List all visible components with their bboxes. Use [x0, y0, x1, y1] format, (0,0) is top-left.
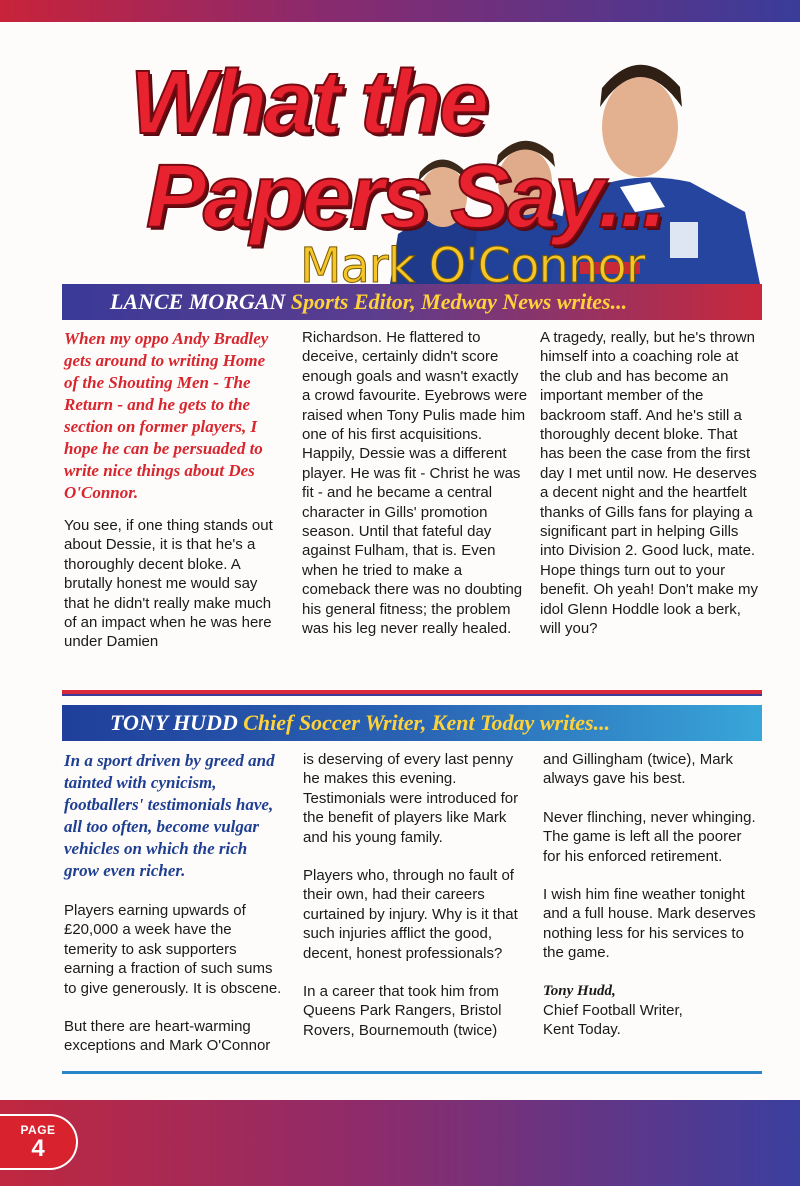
signature-title: Chief Football Writer,: [543, 1002, 683, 1020]
page-number-badge: [0, 1114, 78, 1170]
footer-divider: [62, 1071, 762, 1074]
headline-line-2: Papers Say...: [146, 147, 665, 247]
section2-column-3: [543, 750, 762, 1040]
player-name-subtitle: Mark O'Connor: [300, 238, 645, 284]
body-paragraph: A tragedy, really, but he's thrown himself into a coaching role at the club and has become an important member of the backroom staff. And he's still a thoroughly decent bloke. That has been the case from the first day I met until now. He deserves a decent night and the heartfelt thanks of Gills fans for playing a significant part in helping Gills into Division 2. Good luck, mate. Hope things turn out to your benefit. Oh yeah! Don't make my idol Glenn Hoddle look a berk, will you?: [540, 329, 758, 638]
body-paragraph: Players earning upwards of £20,000 a week have the temerity to ask supporters earning a fraction of such sums to give generously. It is obscene.: [64, 902, 282, 997]
section2-column-2: [303, 750, 525, 1040]
section2-column-1: [64, 750, 286, 1056]
page-label: PAGE: [20, 1123, 56, 1137]
section-header-lance-morgan: [62, 284, 762, 320]
signature-org: Kent Today.: [543, 1021, 621, 1039]
writer-name: TONY HUDD: [110, 710, 238, 735]
signature-name: Tony Hudd,: [543, 982, 616, 999]
writer-role: Chief Soccer Writer, Kent Today writes...: [243, 710, 611, 735]
page-number: 4: [31, 1135, 45, 1162]
writer-name: LANCE MORGAN: [110, 289, 286, 314]
body-paragraph: is deserving of every last penny he makes this evening. Testimonials were introduced for the benefit of players like Mark and his young family.: [303, 751, 519, 846]
writer-role: Sports Editor, Medway News writes...: [290, 289, 628, 314]
body-paragraph: Never flinching, never whinging. The game is left all the poorer for his enforced retirement.: [543, 808, 756, 865]
lead-paragraph: In a sport driven by greed and tainted with cynicism, footballers' testimonials have, all too often, become vulgar vehicles on which the rich grow even richer.: [64, 751, 275, 880]
section1-column-1: [64, 328, 278, 652]
body-paragraph: Players who, through no fault of their own, had their careers curtained by injury. Why is it that such injuries afflict the good, decent, honest professionals?: [303, 867, 518, 962]
body-paragraph: I wish him fine weather tonight and a full house. Mark deserves nothing less for his services to the game.: [543, 886, 756, 962]
body-paragraph: But there are heart-warming exceptions and Mark O'Connor: [64, 1018, 271, 1055]
section-header-tony-hudd: [62, 705, 762, 741]
body-paragraph: You see, if one thing stands out about Dessie, it is that he's a thoroughly decent bloke. A brutally honest me would say that he didn't really make much of an impact when he was here under Damien: [64, 517, 273, 651]
top-color-bar: [0, 0, 800, 22]
headline-line-1: What the: [130, 53, 486, 153]
section-divider: [62, 690, 762, 696]
body-paragraph: Richardson. He flattered to deceive, certainly didn't score enough goals and wasn't exactly a crowd favourite. Eyebrows were raised when Tony Pulis made him one of his first acquisitions. Happily, Dessie was a different player. He was fit - Christ he was fit - and he became a central character in Gills' promotion season. Until that fateful day against Fulham, that is. Even when he tried to make a comeback there was no doubting his general fitness; the problem was his leg never really healed.: [302, 329, 528, 638]
body-paragraph: and Gillingham (twice), Mark always gave his best.: [543, 751, 734, 788]
body-paragraph: In a career that took him from Queens Park Rangers, Bristol Rovers, Bournemouth (twice): [303, 983, 502, 1039]
bottom-color-band: [0, 1100, 800, 1186]
hero-banner: [60, 22, 760, 284]
lead-paragraph: When my oppo Andy Bradley gets around to writing Home of the Shouting Men - The Return - and he gets to the section on former players, I hope he can be persuaded to write nice things about Des O'Connor.: [64, 329, 269, 502]
section1-column-2: [302, 328, 528, 639]
section1-column-3: [540, 328, 762, 639]
